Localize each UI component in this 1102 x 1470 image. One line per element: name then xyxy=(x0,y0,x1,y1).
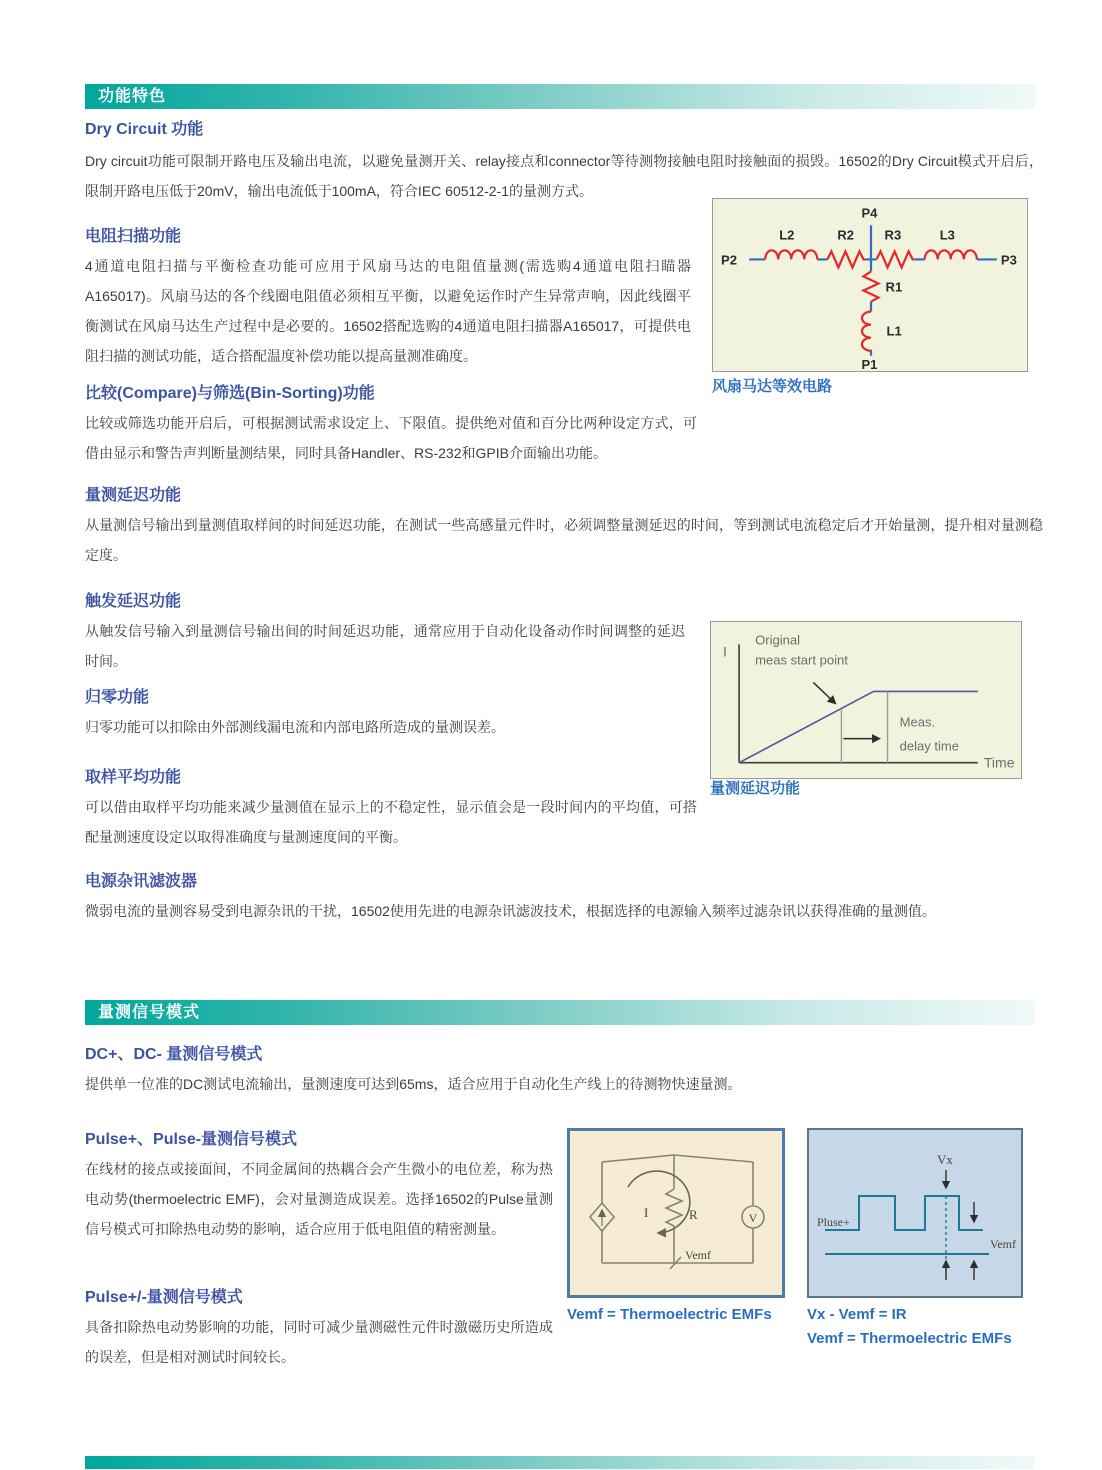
resistor-r-symbol xyxy=(666,1189,682,1226)
delay-label-line1: Meas. xyxy=(899,714,936,730)
paragraph-compare-bin: 比较或筛选功能开启后，可根据测试需求设定上、下限值。提供绝对值和百分比两种设定方式，可借由显示和警告声判断量测结果，同时具备Handler、RS-232和GPIB介面输出功能。 xyxy=(85,415,697,461)
heading-dry-circuit: Dry Circuit 功能 xyxy=(85,121,204,138)
paragraph-pulse-plusminus-mode: 具备扣除热电动势影响的功能，同时可减少量测磁性元件时激磁历史所造成的误差，但是相对测试时间较长。 xyxy=(85,1319,553,1365)
pulse-plus-label: Pluse+ xyxy=(817,1215,850,1229)
paragraph-dc-mode: 提供单一位准的DC测试电流输出，量测速度可达到65ms，适合应用于自动化生产线上的待测物快速量测。 xyxy=(85,1076,742,1092)
caption-meas-delay: 量测延迟功能 xyxy=(710,780,801,797)
fan-motor-circuit-diagram xyxy=(713,199,1027,371)
caption-pulse-vemf: Vemf = Thermoelectric EMFs xyxy=(807,1330,1012,1347)
figure-pulse-waveform xyxy=(807,1128,1023,1298)
heading-compare-bin: 比较(Compare)与筛选(Bin-Sorting)功能 xyxy=(85,385,375,402)
paragraph-sampling-average: 可以借由取样平均功能来减少量测值在显示上的不稳定性，显示值会是一段时间内的平均值，可搭配量测速度设定以取得准确度与量测速度间的平衡。 xyxy=(85,799,697,845)
heading-pulse-plusminus-mode: Pulse+/-量测信号模式 xyxy=(85,1289,243,1306)
pulse-waveform-diagram xyxy=(809,1130,1021,1296)
paragraph-dry-circuit: Dry circuit功能可限制开路电压及输出电流，以避免量测开关、relay接点和connector等待测物接触电阻时接触面的损毁。16502的Dry Circuit模式开启后，限制开路电压低于20mV，输出电流低于100mA，符合IEC 60512-2-1的量测方式。 xyxy=(85,153,1043,199)
x-axis-label: Time xyxy=(983,754,1015,771)
heading-trigger-delay: 触发延迟功能 xyxy=(85,593,182,610)
inductor-l1-symbol xyxy=(862,312,871,351)
paragraph-resistance-scan: 4通道电阻扫描与平衡检查功能可应用于风扇马达的电阻值量测(需选购4通道电阻扫瞄器A165017)。风扇马达的各个线圈电阻值必须相互平衡，以避免运作时产生异常声响，因此线圈平衡测试在风扇马达生产过程中是必要的。16502搭配选购的4通道电阻扫描器A165017，可提供电阻扫描的测试功能，适合搭配温度补偿功能以提高量测准确度。 xyxy=(85,258,691,364)
vemf-label: Vemf xyxy=(685,1248,711,1262)
caption-fan-motor: 风扇马达等效电路 xyxy=(712,378,833,395)
paragraph-zeroing: 归零功能可以扣除由外部测线漏电流和内部电路所造成的量测误差。 xyxy=(85,719,505,735)
resistor-label: R xyxy=(689,1207,698,1222)
inductor-l1-label: L1 xyxy=(886,323,902,339)
footer-bar xyxy=(85,1456,1035,1469)
annotation-meas-start: meas start point xyxy=(755,652,848,668)
terminal-p1-label: P1 xyxy=(861,356,878,371)
terminal-p3-label: P3 xyxy=(1000,252,1017,268)
resistor-r2-label: R2 xyxy=(837,227,855,243)
current-label: I xyxy=(644,1205,649,1220)
terminal-p2-label: P2 xyxy=(721,252,737,268)
resistor-r3-label: R3 xyxy=(884,227,902,243)
caption-pulse-equation: Vx - Vemf = IR xyxy=(807,1306,907,1323)
voltmeter-label: V xyxy=(748,1211,758,1225)
heading-pulse-mode: Pulse+、Pulse-量测信号模式 xyxy=(85,1131,298,1148)
pointer-arrow-icon xyxy=(813,682,835,703)
paragraph-pulse-mode: 在线材的接点或接面间，不同金属间的热耦合会产生微小的电位差，称为热电动势(thermoelectric EMF)，会对量测造成误差。选择16502的Pulse量测信号模式可扣除热电动势的影响，适合应用于低电阻值的精密测量。 xyxy=(85,1161,553,1237)
paragraph-trigger-delay: 从触发信号输入到量测信号输出间的时间延迟功能，通常应用于自动化设备动作时间调整的延迟时间。 xyxy=(85,623,685,669)
caption-thermo-emf: Vemf = Thermoelectric EMFs xyxy=(567,1306,772,1323)
terminal-p4-label: P4 xyxy=(861,205,878,221)
resistor-r1-label: R1 xyxy=(885,279,903,295)
vx-label: Vx xyxy=(937,1152,953,1167)
inductor-l3-label: L3 xyxy=(939,227,955,243)
top-wire xyxy=(602,1155,753,1162)
resistor-r3-symbol xyxy=(877,251,915,267)
annotation-original: Original xyxy=(755,632,801,648)
inductor-l3-symbol xyxy=(925,250,977,259)
meas-delay-chart xyxy=(711,622,1021,778)
paragraph-meas-delay: 从量测信号输出到量测值取样间的时间延迟功能，在测试一些高感量元件时，必须调整量测延迟的时间，等到测试电流稳定后才开始量测，提升相对量测稳定度。 xyxy=(85,517,1043,563)
inductor-l2-label: L2 xyxy=(779,227,795,243)
y-axis-label: I xyxy=(723,643,727,660)
circuit-wires xyxy=(749,225,997,355)
heading-meas-delay: 量测延迟功能 xyxy=(85,487,182,504)
heading-dc-mode: DC+、DC- 量测信号模式 xyxy=(85,1046,263,1063)
delay-label-line2: delay time xyxy=(899,738,960,754)
heading-zeroing: 归零功能 xyxy=(85,689,150,706)
vemf-label: Vemf xyxy=(990,1237,1016,1251)
thermo-emf-circuit-diagram xyxy=(570,1131,782,1295)
figure-meas-delay xyxy=(710,621,1022,779)
heading-power-noise-filter: 电源杂讯滤波器 xyxy=(85,873,198,890)
resistor-r2-symbol xyxy=(827,251,865,267)
inductor-l2-symbol xyxy=(765,250,817,259)
heading-resistance-scan: 电阻扫描功能 xyxy=(85,228,182,245)
paragraph-power-noise-filter: 微弱电流的量测容易受到电源杂讯的干扰，16502使用先进的电源杂讯滤波技术，根据选择的电源输入频率过滤杂讯以获得准确的量测值。 xyxy=(85,903,936,919)
heading-sampling-average: 取样平均功能 xyxy=(85,769,182,786)
figure-thermo-emf-circuit xyxy=(567,1128,785,1298)
signal-modes-section-bar: 量测信号模式 xyxy=(85,1000,1035,1025)
features-section-bar: 功能特色 xyxy=(85,84,1035,109)
figure-fan-motor-circuit xyxy=(712,198,1028,372)
resistor-r1-symbol xyxy=(863,271,878,301)
